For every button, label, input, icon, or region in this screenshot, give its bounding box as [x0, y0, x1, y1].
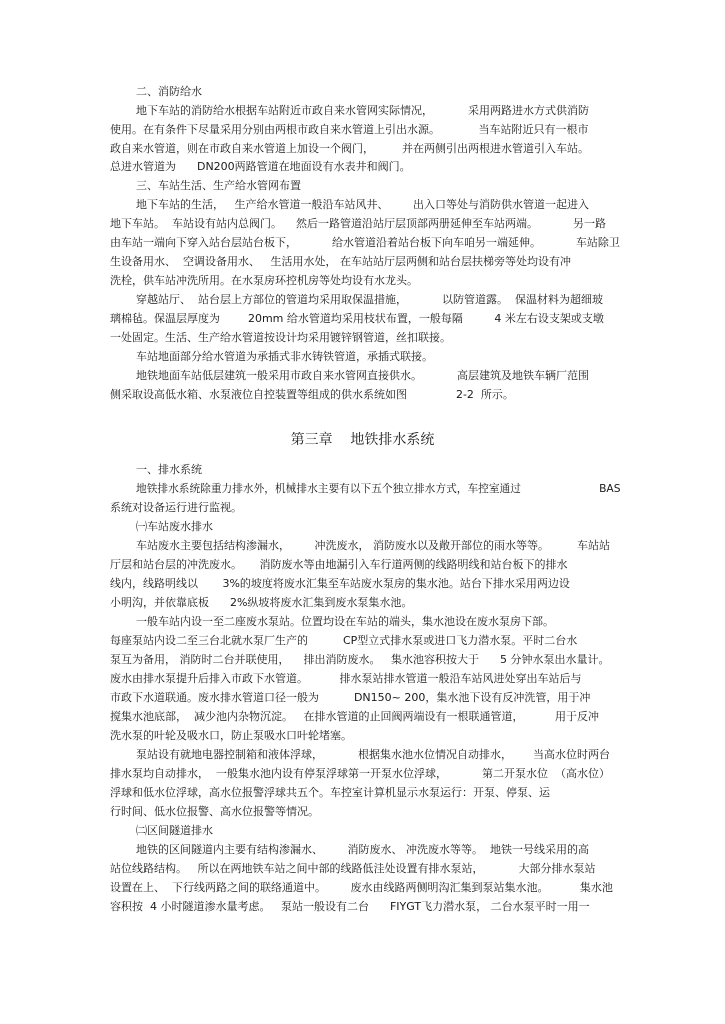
- text-line: 地下车站的生活， 生产给水管道一般沿车站风井、 出入口等处与消防供水管道一起进入: [136, 198, 589, 211]
- text-line: 由车站一端向下穿入站台层站台板下， 给水管道沿着站台板下向车咱另一端延伸。 车站除卫: [110, 236, 620, 249]
- text-line: 地下车站的消防给水根据车站附近市政自来水管网实际情况， 采用两路进水方式供消防: [136, 104, 589, 117]
- text-line: 侧采取设高低水箱、水泵液位自控装置等组成的供水系统如图 2-2 所示。: [110, 388, 514, 401]
- text-line: 使用。在有条件下尽量采用分别由两根市政自来水管道上引出水源。 当车站附近只有一根市: [110, 123, 589, 136]
- text-line: 穿越站厅、 站台层上方部位的管道均采用取保温措施， 以防管道露。 保温材料为超细玻: [136, 293, 603, 306]
- text-line: 生设备用水、 空调设备用水、 生活用水处， 在车站站厅层两侧和站台层扶梯旁等处均设有冲: [110, 255, 571, 268]
- text-line: 浮球和低水位浮球，高水位报警浮球共五个。车控室计算机显示水泵运行：开泵、停泵、运: [110, 786, 550, 799]
- text-line: 政自来水管道，则在市政自来水管道上加设一个阀门， 并在两侧引出两根进水管道引入车站。: [110, 142, 589, 155]
- text-line: 地铁地面车站低层建筑一般采用市政自来水管网直接供水。 高层建筑及地铁车辆厂范围: [136, 369, 589, 382]
- text-line: 璃棉毡。保温层厚度为 20mm 给水管道均采用枝状布置，一般每隔 4 米左右设支架或支墩: [110, 312, 604, 325]
- text-line: 泵站设有就地电器控制箱和液体浮球， 根据集水池水位情况自动排水， 当高水位时两台: [136, 748, 610, 761]
- text-line: 一般车站内设一至二座废水泵站。位置均设在车站的端头，集水池设在废水泵房下部。: [136, 615, 554, 628]
- text-line: 地下车站。 车站设有站内总阀门。 然后一路管道沿站厅层顶部两册延伸至车站两端。 另一路: [110, 217, 606, 230]
- text-line: 车站地面部分给水管道为承插式非水铸铁管道，承插式联接。: [136, 350, 433, 363]
- text-line: 设置在上、 下行线两路之间的联络通道中。 废水由线路两侧明沟汇集到泵站集水池。 集水池: [110, 881, 613, 894]
- chapter-title: 第三章 地铁排水系统: [290, 432, 435, 448]
- text-line: 一处固定。生活、生产给水管道按设计均采用镀锌钢管道，丝扣联接。: [110, 331, 451, 344]
- text-line: 车站废水主要包括结构渗漏水， 冲洗废水， 消防废水以及敞开部位的雨水等等。 车站站: [136, 539, 610, 552]
- text-line: 地铁排水系统除重力排水外，机械排水主要有以下五个独立排水方式，车控室通过 BAS: [136, 482, 621, 495]
- text-line: 一、排水系统: [136, 463, 202, 476]
- text-line: 洗栓，供车站冲洗所用。在水泵房环控机房等处均设有水龙头。: [110, 274, 418, 287]
- text-line: 行时间、低水位报警、高水位报警等情况。: [110, 805, 319, 818]
- text-line: 地铁的区间隧道内主要有结构渗漏水、 消防废水、 冲洗废水等等。 地铁一号线采用的高: [136, 843, 589, 856]
- text-line: 搅集水池底部， 减少池内杂物沉淀。 在排水管道的止回阀两端设有一根联通管道， 用于反冲: [110, 710, 599, 723]
- text-line: 线内，线路明线以 3%的坡度将废水汇集至车站废水泵房的集水池。站台下排水采用两边设: [110, 577, 570, 590]
- text-line: 二、消防给水: [136, 85, 202, 98]
- text-line: 洗水泵的叶轮及吸水口，防止泵吸水口叶轮堵塞。: [110, 729, 352, 742]
- text-line: 市政下水道联通。废水排水管道口径一般为 DN150~ 200，集水池下设有反冲洗管，用于冲: [110, 691, 591, 704]
- text-line: 容积按 4 小时隧道渗水量考虑。 泵站一般设有二台 FIYGT飞力潜水泵， 二台水泵平时一用一: [110, 900, 590, 913]
- text-line: 站位线路结构。 所以在两地铁车站之间中部的线路低洼处设置有排水泵站， 大部分排水泵站: [110, 862, 596, 875]
- text-line: 总进水管道为 DN200两路管道在地面设有水表井和阀门。: [110, 160, 411, 173]
- text-line: ㈠车站废水排水: [136, 520, 213, 533]
- text-line: 废水由排水泵提升后排入市政下水管道。 排水泵站排水管道一般沿车站风进处穿出车站后与: [110, 672, 582, 685]
- text-line: 三、车站生活、生产给水管网布置: [136, 179, 301, 192]
- text-line: 厅层和站台层的冲洗废水。 消防废水等由地漏引入车行道两侧的线路明线和站台板下的排水: [110, 558, 568, 571]
- text-line: 排水泵均自动排水， 一般集水池内设有停泵浮球第一开泵水位浮球， 第二开泵水位 （高水位）: [110, 767, 610, 780]
- text-line: 每座泵站内设二至三台北就水泵厂生产的 CP型立式排水泵或进口飞力潜水泵。平时二台水: [110, 634, 578, 647]
- text-line: 泵互为备用， 消防时二台并联使用， 排出消防废水。 集水池容积按大于 5 分钟水泵出水量计。: [110, 653, 610, 666]
- text-line: 小明沟，并依靠底板 2%纵坡将废水汇集到废水泵集水池。: [110, 596, 413, 609]
- text-line: 系统对设备运行进行监视。: [110, 501, 242, 514]
- text-line: ㈡区间隧道排水: [136, 824, 213, 837]
